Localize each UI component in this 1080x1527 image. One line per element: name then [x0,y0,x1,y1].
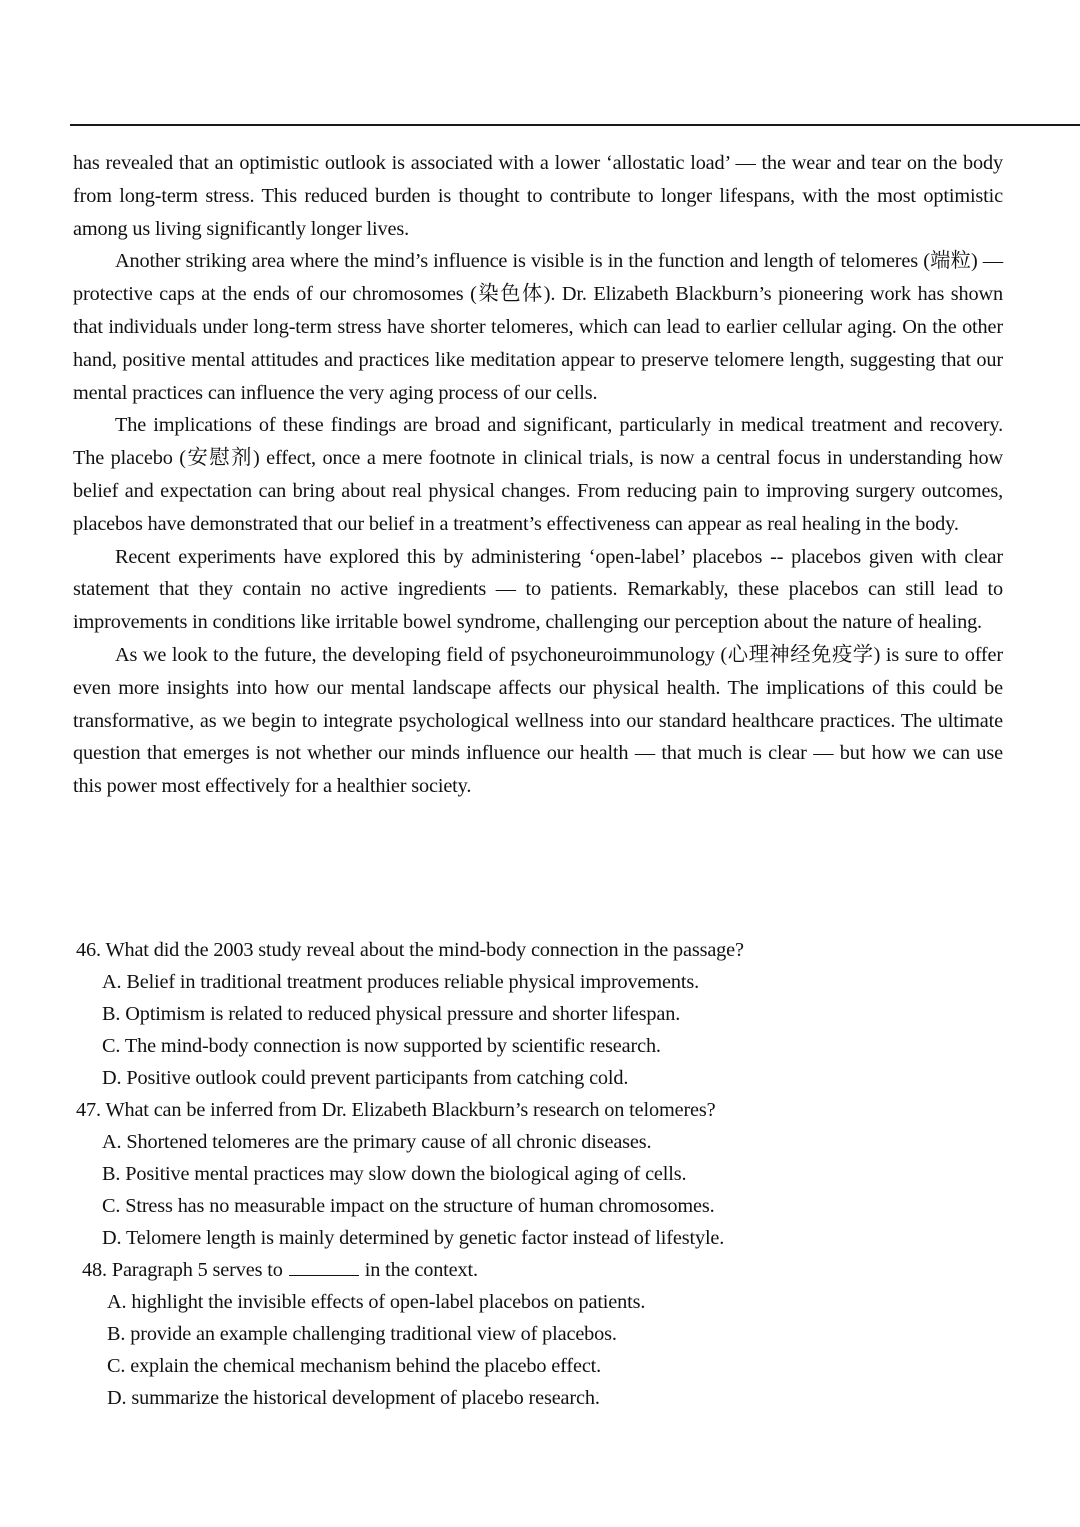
answer-blank [289,1257,359,1276]
reading-passage [73,147,1003,803]
paragraph-continuation: has revealed that an optimistic outlook is associated with a lower ‘allostatic load’ — the wear and tear on the body from long-term stress. This reduced burden is thought to contribute to longer lifespans, with the most optimistic among us living significantly longer lives. [73,152,1003,240]
question-stem [76,934,976,966]
option-a[interactable]: A. Shortened telomeres are the primary cause of all chronic diseases. [102,1131,652,1153]
option-d[interactable]: D. summarize the historical development of placebo research. [107,1387,600,1409]
option-c[interactable]: C. Stress has no measurable impact on the structure of human chromosomes. [102,1195,715,1217]
question-text-after: in the context. [364,1259,478,1281]
option-b[interactable]: B. Positive mental practices may slow down the biological aging of cells. [102,1163,687,1185]
question-47 [76,1094,976,1254]
question-text: What can be inferred from Dr. Elizabeth Blackburn’s research on telomeres? [105,1099,716,1121]
question-48 [76,1254,976,1414]
question-stem [76,1094,976,1126]
question-number: 48. [82,1259,107,1281]
paragraph-telomeres: Another striking area where the mind’s influence is visible is in the function and length of telomeres (端粒) — protective caps at the ends of our chromosomes (染色体). Dr. Elizabeth Blackburn’s pioneering work has shown that individuals under long-term stress have shorter telomeres, which can lead to earlier cellular aging. On the other hand, positive mental attitudes and practices like meditation appear to preserve telomere length, suggesting that our mental practices can influence the very aging process of our cells. [73,250,1003,404]
question-stem [82,1254,976,1286]
option-c[interactable]: C. The mind-body connection is now supported by scientific research. [102,1035,661,1057]
question-text-before: Paragraph 5 serves to [111,1259,283,1281]
option-b[interactable]: B. Optimism is related to reduced physical pressure and shorter lifespan. [102,1003,681,1025]
top-rule-divider [70,124,1080,126]
option-c[interactable]: C. explain the chemical mechanism behind the placebo effect. [107,1355,602,1377]
question-number: 47. [76,1099,101,1121]
question-text: What did the 2003 study reveal about the mind-body connection in the passage? [105,939,744,961]
option-a[interactable]: A. Belief in traditional treatment produces reliable physical improvements. [102,971,699,993]
question-46 [76,934,976,1094]
paragraph-future: As we look to the future, the developing field of psychoneuroimmunology (心理神经免疫学) is sure to offer even more insights into how our mental landscape affects our physical health. The implications of this could be transformative, as we begin to integrate psychological wellness into our standard healthcare practices. The ultimate question that emerges is not whether our minds influence our health — that much is clear — but how we can use this power most effectively for a healthier society. [73,643,1003,798]
option-d[interactable]: D. Telomere length is mainly determined by genetic factor instead of lifestyle. [102,1227,725,1249]
option-b[interactable]: B. provide an example challenging traditional view of placebos. [107,1323,617,1345]
paragraph-placebo: The implications of these findings are broad and significant, particularly in medical treatment and recovery. The placebo (安慰剂) effect, once a mere footnote in clinical trials, is now a central focus in understanding how belief and expectation can bring about real physical changes. From reducing pain to improving surgery outcomes, placebos have demonstrated that our belief in a treatment’s effectiveness can appear as real healing in the body. [73,414,1003,535]
option-d[interactable]: D. Positive outlook could prevent participants from catching cold. [102,1067,629,1089]
question-number: 46. [76,939,101,961]
paragraph-open-label: Recent experiments have explored this by administering ‘open-label’ placebos -- placebos given with clear statement that they contain no active ingredients — to patients. Remarkably, these placebos can still lead to improvements in conditions like irritable bowel syndrome, challenging our perception about the nature of healing. [73,545,1003,634]
question-list [76,934,976,1414]
option-a[interactable]: A. highlight the invisible effects of open-label placebos on patients. [107,1291,646,1313]
